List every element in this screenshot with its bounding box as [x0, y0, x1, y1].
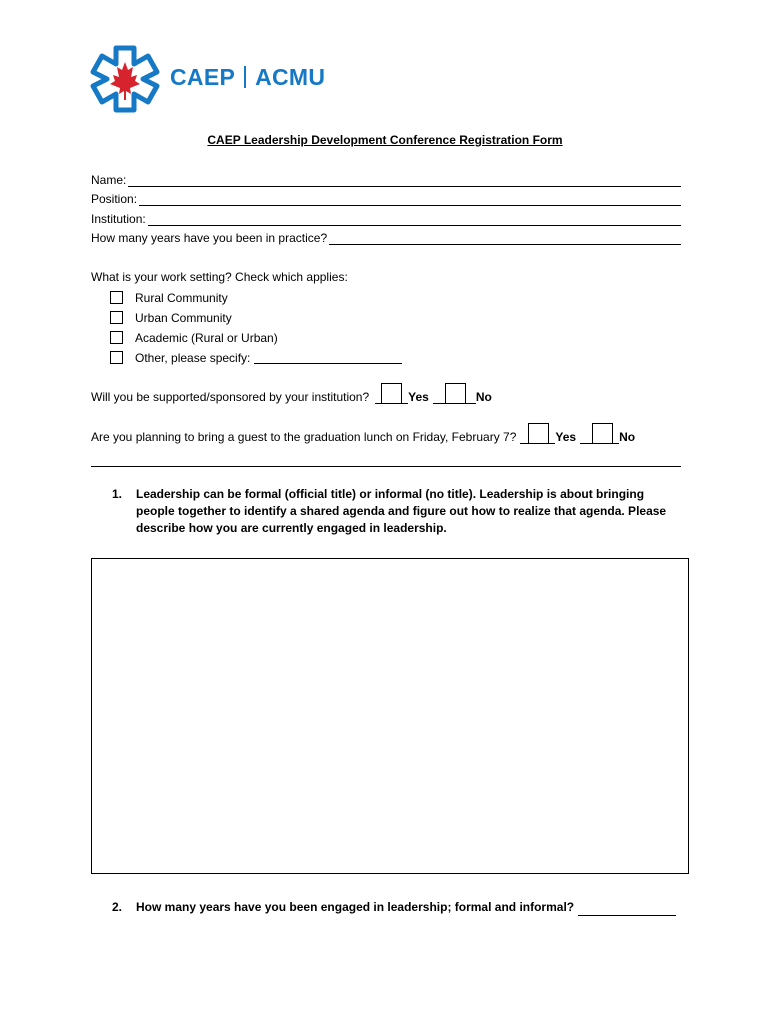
question-1-number: 1.: [112, 487, 123, 501]
question-1: [112, 486, 682, 537]
option-other[interactable]: [110, 349, 402, 366]
option-urban-label: Urban Community: [135, 310, 232, 325]
sponsored-yes-label: Yes: [408, 390, 429, 404]
guest-yes-pre-line: [520, 431, 528, 444]
question-2-line-wrap: [136, 899, 682, 916]
logo-text-acmu: ACMU: [255, 64, 326, 90]
position-label: Position:: [91, 192, 138, 206]
guest-no-pre-line: [580, 431, 592, 444]
sponsored-no-label: No: [475, 390, 492, 404]
sponsored-yes-box[interactable]: [381, 383, 402, 404]
checkbox-rural[interactable]: [110, 291, 123, 304]
checkbox-academic[interactable]: [110, 331, 123, 344]
option-academic-label: Academic (Rural or Urban): [135, 330, 278, 345]
sponsored-question: Will you be supported/sponsored by your institution?: [91, 390, 370, 404]
question-2-text: How many years have you been engaged in leadership; formal and informal?: [136, 900, 575, 914]
checkbox-other[interactable]: [110, 351, 123, 364]
name-label: Name:: [91, 173, 127, 187]
guest-question: Are you planning to bring a guest to the graduation lunch on Friday, February 7?: [91, 430, 517, 444]
sponsored-no-box[interactable]: [445, 383, 466, 404]
sponsored-row: [91, 380, 492, 404]
name-line[interactable]: [128, 174, 681, 187]
form-title: CAEP Leadership Development Conference Registration Form: [207, 133, 563, 147]
logo-separator: [244, 66, 246, 88]
checkbox-urban[interactable]: [110, 311, 123, 324]
question-2-answer-line[interactable]: [578, 903, 676, 916]
institution-label: Institution:: [91, 212, 146, 226]
other-specify-line[interactable]: [254, 351, 402, 364]
logo-wordmark: [170, 64, 325, 91]
sponsored-no-pre-line: [433, 391, 445, 404]
guest-no-label: No: [619, 430, 636, 444]
caep-logo-icon: [90, 44, 160, 114]
logo-text-caep: CAEP: [170, 64, 236, 90]
question-2-number: 2.: [112, 900, 123, 914]
years-practice-label: How many years have you been in practice?: [91, 231, 328, 245]
years-practice-line[interactable]: [329, 232, 681, 245]
guest-yes-box[interactable]: [528, 423, 549, 444]
work-setting-question: What is your work setting? Check which applies:: [91, 270, 348, 284]
question-1-text: Leadership can be formal (official title) or informal (no title). Leadership is about bringing people together to identify a shared agenda and figure out how to realize that agenda. Please describe how you are currently engaged in leadership.: [136, 487, 667, 535]
option-rural[interactable]: [110, 289, 228, 306]
position-line[interactable]: [139, 193, 681, 206]
years-practice-field[interactable]: [91, 229, 681, 245]
guest-no-box[interactable]: [592, 423, 613, 444]
question-1-answer-box[interactable]: [91, 558, 689, 874]
section-divider: [91, 466, 681, 467]
institution-field[interactable]: [91, 210, 681, 226]
option-rural-label: Rural Community: [135, 290, 228, 305]
guest-yes-label: Yes: [555, 430, 577, 444]
guest-row: [91, 420, 635, 444]
option-other-label: Other, please specify:: [135, 350, 251, 365]
option-academic[interactable]: [110, 329, 278, 346]
institution-line[interactable]: [148, 213, 681, 226]
name-field[interactable]: [91, 171, 681, 187]
option-urban[interactable]: [110, 309, 232, 326]
question-2: [112, 899, 682, 916]
position-field[interactable]: [91, 190, 681, 206]
sponsored-no-post-line: [466, 391, 476, 404]
